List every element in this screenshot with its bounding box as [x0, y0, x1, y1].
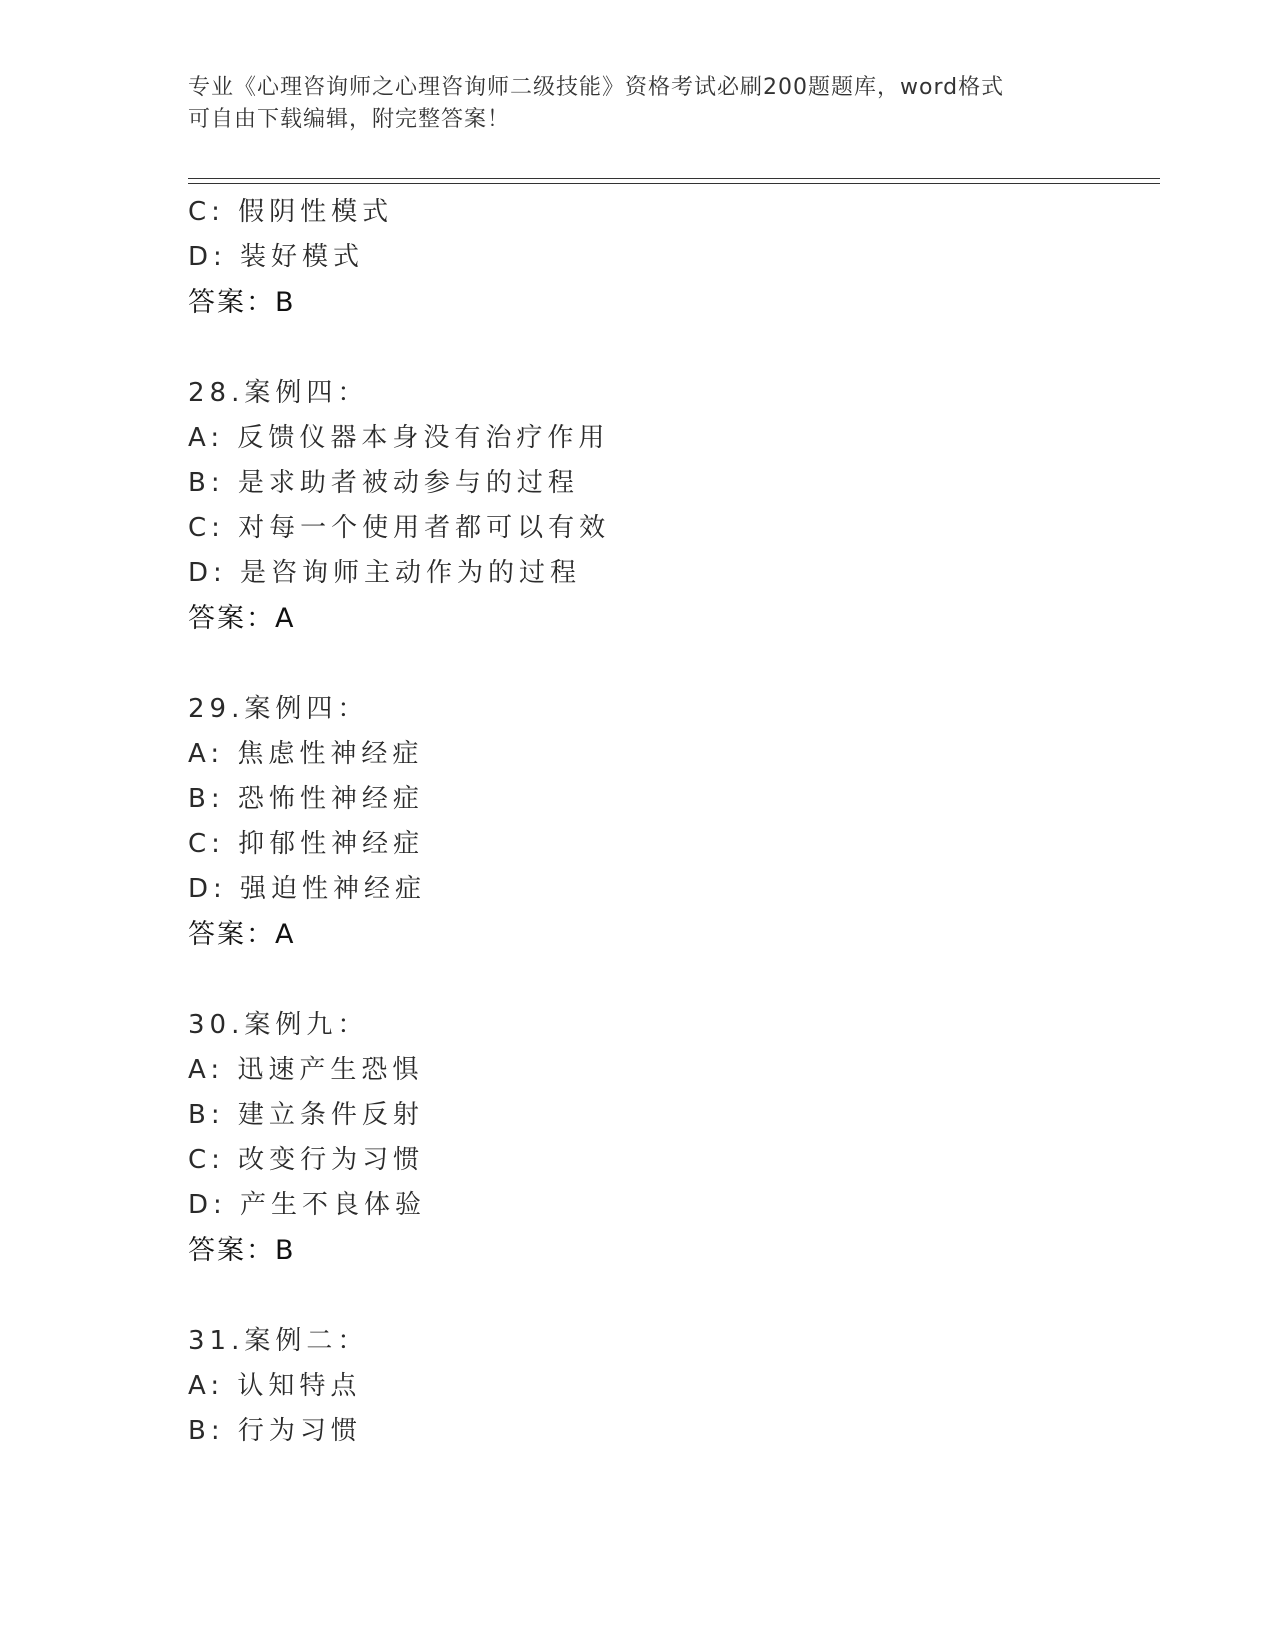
option-a: A: 焦虑性神经症 [188, 739, 424, 769]
question-title: 29.案例四： [188, 694, 369, 724]
header-line-1: 专业《心理咨询师之心理咨询师二级技能》资格考试必刷200题题库，word格式 [188, 75, 1005, 100]
answer-line: 答案：A [188, 603, 296, 634]
answer-line: 答案：B [188, 1235, 296, 1266]
option-b: B: 恐怖性神经症 [188, 784, 424, 814]
option-a: A: 反馈仪器本身没有治疗作用 [188, 423, 610, 453]
answer-line: 答案：A [188, 919, 296, 950]
option-b: B: 行为习惯 [188, 1416, 362, 1446]
option-a: A: 迅速产生恐惧 [188, 1055, 424, 1085]
header-divider-bottom [188, 183, 1160, 184]
option-d: D: 产生不良体验 [188, 1190, 427, 1220]
question-list [188, 190, 1148, 1454]
option-a: A: 认知特点 [188, 1371, 362, 1401]
option-c: C: 假阴性模式 [188, 197, 394, 227]
answer-line: 答案：B [188, 287, 296, 318]
header-line-2: 可自由下载编辑，附完整答案！ [188, 107, 511, 132]
option-d: D: 强迫性神经症 [188, 874, 427, 904]
option-b: B: 建立条件反射 [188, 1100, 424, 1130]
option-c: C: 对每一个使用者都可以有效 [188, 513, 611, 543]
option-c: C: 抑郁性神经症 [188, 829, 425, 859]
question-title: 30.案例九： [188, 1010, 369, 1040]
option-c: C: 改变行为习惯 [188, 1145, 425, 1175]
document-header [188, 72, 1088, 136]
question-title: 28.案例四： [188, 378, 369, 408]
header-divider-top [188, 178, 1160, 179]
option-d: D: 装好模式 [188, 242, 365, 272]
option-b: B: 是求助者被动参与的过程 [188, 468, 579, 498]
option-d: D: 是咨询师主动作为的过程 [188, 558, 582, 588]
question-title: 31.案例二： [188, 1326, 369, 1356]
